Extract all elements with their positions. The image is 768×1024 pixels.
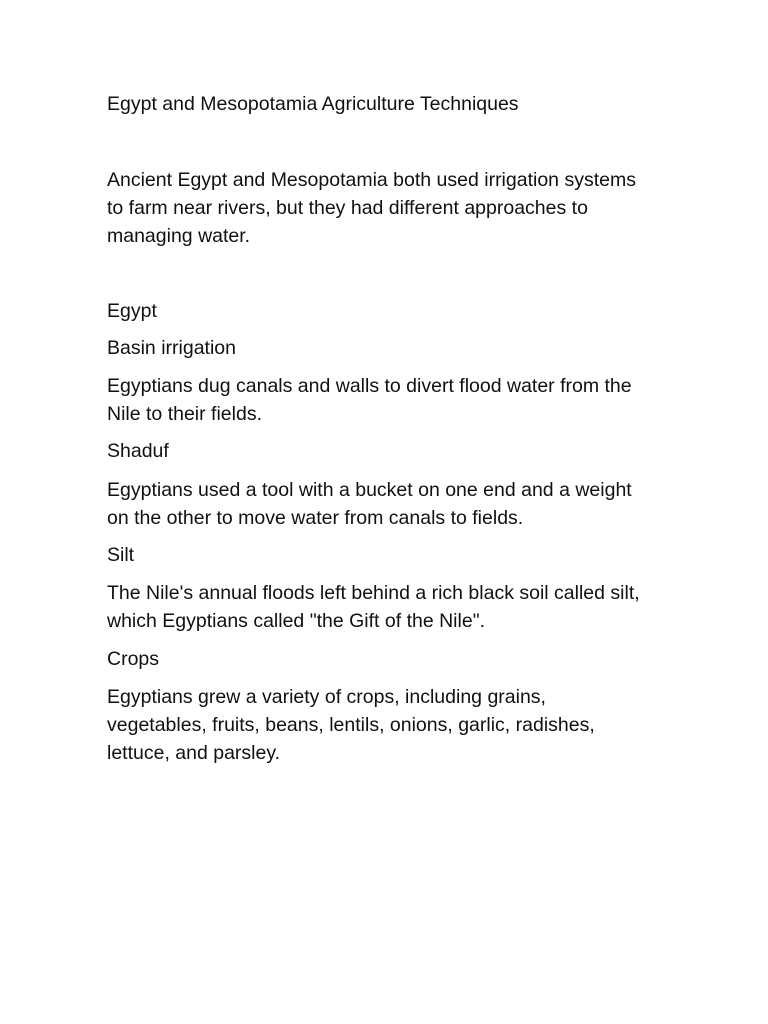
topic-body-crops bbox=[107, 683, 667, 767]
topic-body-basin-irrigation bbox=[107, 372, 667, 428]
intro-line: Ancient Egypt and Mesopotamia both used irrigation systems bbox=[107, 169, 636, 191]
topic-heading-crops: Crops bbox=[107, 648, 160, 670]
topic-body-shaduf bbox=[107, 476, 667, 532]
topic-line: on the other to move water from canals to fields. bbox=[107, 507, 524, 529]
intro-paragraph bbox=[107, 166, 667, 250]
topic-line: Nile to their fields. bbox=[107, 403, 262, 425]
section-heading-egypt: Egypt bbox=[107, 300, 157, 322]
topic-line: The Nile's annual floods left behind a rich black soil called silt, bbox=[107, 582, 640, 604]
topic-line: lettuce, and parsley. bbox=[107, 742, 281, 764]
topic-line: which Egyptians called "the Gift of the Nile". bbox=[107, 610, 486, 632]
topic-line: Egyptians dug canals and walls to divert flood water from the bbox=[107, 375, 632, 397]
topic-line: vegetables, fruits, beans, lentils, onions, garlic, radishes, bbox=[107, 714, 595, 736]
topic-line: Egyptians grew a variety of crops, including grains, bbox=[107, 686, 546, 708]
topic-heading-shaduf: Shaduf bbox=[107, 440, 169, 462]
intro-line: managing water. bbox=[107, 225, 251, 247]
topic-heading-silt: Silt bbox=[107, 544, 135, 566]
document-title: Egypt and Mesopotamia Agriculture Techniques bbox=[107, 93, 519, 115]
topic-heading-basin-irrigation: Basin irrigation bbox=[107, 337, 236, 359]
topic-line: Egyptians used a tool with a bucket on one end and a weight bbox=[107, 479, 632, 501]
topic-body-silt bbox=[107, 579, 667, 635]
intro-line: to farm near rivers, but they had different approaches to bbox=[107, 197, 588, 219]
